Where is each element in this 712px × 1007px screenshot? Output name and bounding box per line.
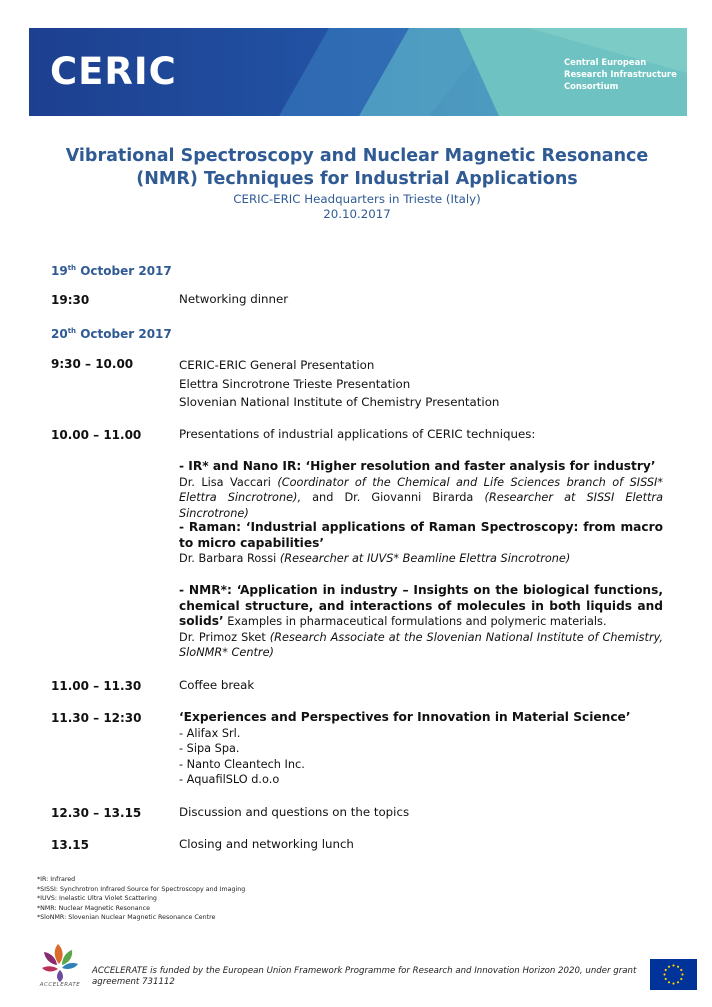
item-discussion: Discussion and questions on the topics xyxy=(179,805,410,819)
event-title xyxy=(40,145,674,191)
eu-flag-icon xyxy=(650,959,697,990)
speaker-name: Dr. Primoz Sket xyxy=(179,630,266,644)
company-item: - Nanto Cleantech Inc. xyxy=(179,757,305,771)
talk-raman xyxy=(179,520,663,567)
item-perspectives xyxy=(179,710,663,788)
speaker-role: (Coordinator of the Chemical and Life Sciences branch of SISSI* Elettra Sincrotrone), xyxy=(179,475,663,504)
ceric-logo: CERIC xyxy=(50,50,177,93)
day-number: 20 xyxy=(51,327,68,341)
footnote: *IR: Infrared xyxy=(37,876,76,883)
talk-title: - IR* and Nano IR: ‘Higher resolution and faster analysis for industry’ xyxy=(179,459,656,473)
accelerate-label: ACCELERATE xyxy=(39,982,81,988)
ceric-banner xyxy=(29,28,687,116)
talk-title: - Raman: ‘Industrial applications of Raman Spectroscopy: from macro to micro capabilities’ xyxy=(179,520,663,550)
time-industrial: 10.00 – 11.00 xyxy=(51,428,142,442)
joiner-text: and xyxy=(301,491,345,504)
event-subtitle xyxy=(40,192,674,222)
speaker-role: (Researcher at IUVS* Beamline Elettra Sincrotrone) xyxy=(279,552,571,565)
time-closing: 13.15 xyxy=(51,838,89,852)
tagline-line: Research Infrastructure xyxy=(564,69,677,79)
industrial-intro: Presentations of industrial applications of CERIC techniques: xyxy=(179,427,536,441)
talk-title: - NMR*: ‘Application in industry – Insights on the biological functions, chemical structure, and interactions of molecules in both liquids and solids’ xyxy=(179,583,663,628)
footnote: *SISSI: Synchrotron Infrared Source for Spectroscopy and Imaging xyxy=(37,885,246,893)
speaker-name: Dr. Barbara Rossi xyxy=(179,552,277,565)
company-item: - Alifax Srl. xyxy=(179,726,241,740)
time-dinner: 19:30 xyxy=(51,293,90,307)
day-suffix: th xyxy=(67,264,77,272)
talk-examples: Examples in pharmaceutical formulations and polymeric materials. xyxy=(227,615,607,628)
footnote: *NMR: Nuclear Magnetic Resonance xyxy=(37,904,150,912)
footnotes xyxy=(37,875,245,923)
time-presentations: 9:30 – 10.00 xyxy=(51,357,134,371)
tagline-line: Central European xyxy=(564,57,647,67)
session-title: ‘Experiences and Perspectives for Innovation in Material Science’ xyxy=(179,710,631,724)
speaker-role: (Researcher at SISSI Elettra Sincrotrone) xyxy=(179,491,663,520)
title-line-1: Vibrational Spectroscopy and Nuclear Magnetic Resonance xyxy=(65,146,649,166)
day-suffix: th xyxy=(67,327,77,335)
speaker-name: Dr. Giovanni Birarda xyxy=(344,491,474,504)
title-line-2: (NMR) Techniques for Industrial Applications xyxy=(136,169,578,189)
item-coffee: Coffee break xyxy=(179,678,255,692)
day-month: October 2017 xyxy=(76,264,172,278)
time-discussion: 12.30 – 13.15 xyxy=(51,806,142,820)
footnote: *IUVS: Inelastic Ultra Violet Scattering xyxy=(37,895,157,903)
day-heading-19 xyxy=(51,260,172,279)
speaker-role: (Research Associate at the Slovenian National Institute of Chemistry, SloNMR* Centre) xyxy=(179,630,664,659)
tagline-line: Consortium xyxy=(564,81,619,91)
company-item: - Sipa Spa. xyxy=(179,742,240,755)
presentation-line: Elettra Sincrotrone Trieste Presentation xyxy=(179,376,411,391)
day-heading-20 xyxy=(51,323,172,342)
time-perspectives: 11.30 – 12:30 xyxy=(51,711,142,725)
day-number: 19 xyxy=(51,264,68,278)
talk-nmr xyxy=(179,583,663,661)
talk-ir xyxy=(179,459,663,521)
speaker-name: Dr. Lisa Vaccari xyxy=(179,475,271,489)
time-coffee: 11.00 – 11.30 xyxy=(51,679,142,693)
presentation-line: Slovenian National Institute of Chemistry Presentation xyxy=(179,395,500,409)
event-location: CERIC-ERIC Headquarters in Trieste (Italy) xyxy=(233,192,481,206)
footnote: *SloNMR: Slovenian Nuclear Magnetic Resonance Centre xyxy=(37,914,216,922)
funding-statement: ACCELERATE is funded by the European Union Framework Programme for Research and Innovation Horizon 2020, under grant agreement 731112 xyxy=(92,966,637,987)
presentation-line: CERIC-ERIC General Presentation xyxy=(179,358,375,372)
consortium-tagline xyxy=(564,56,684,92)
day-month: October 2017 xyxy=(76,327,172,341)
company-item: - AquafilSLO d.o.o xyxy=(179,773,280,786)
item-presentations xyxy=(179,356,663,412)
item-dinner: Networking dinner xyxy=(179,292,289,306)
item-closing: Closing and networking lunch xyxy=(179,837,354,851)
event-date: 20.10.2017 xyxy=(323,207,391,221)
